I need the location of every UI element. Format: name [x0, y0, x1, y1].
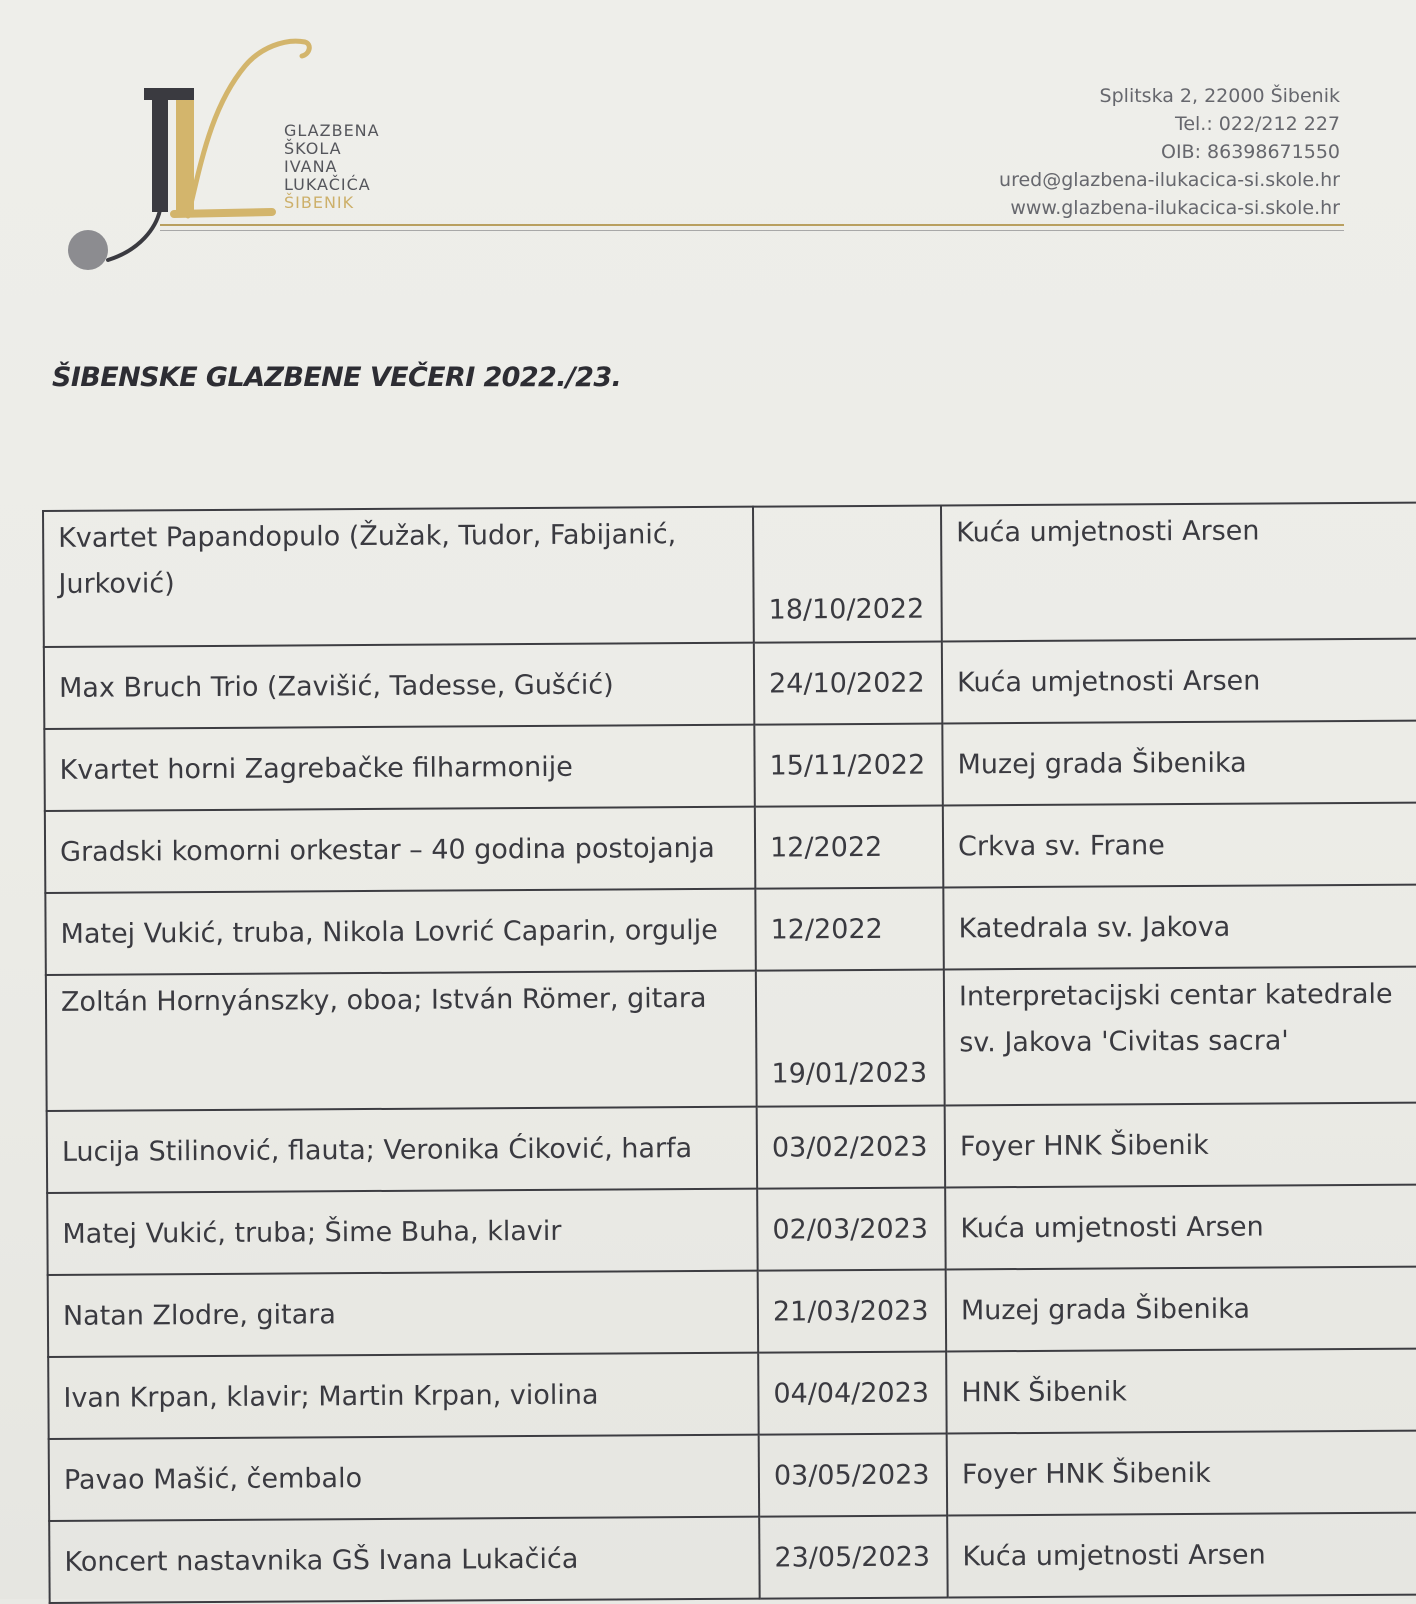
logo-j-bar	[144, 88, 194, 100]
concert-venue: Foyer HNK Šibenik	[947, 1431, 1416, 1516]
contact-oib: OIB: 86398671550	[1160, 141, 1340, 163]
concert-row	[44, 639, 1416, 729]
school-city: ŠIBENIK	[284, 193, 355, 212]
concert-date: 02/03/2023	[757, 1187, 945, 1270]
concert-performer: Lucija Stilinović, flauta; Veronika Ćiković, harfa	[47, 1107, 757, 1193]
concert-venue: Kuća umjetnosti Arsen	[941, 503, 1416, 642]
concert-row	[43, 503, 1416, 647]
contact-phone: Tel.: 022/212 227	[1174, 113, 1340, 135]
concert-schedule-table	[42, 502, 1416, 1604]
concert-row	[49, 1431, 1416, 1521]
concert-performer: Gradski komorni orkestar – 40 godina postojanja	[45, 807, 755, 893]
concert-date: 24/10/2022	[754, 642, 942, 725]
concert-performer: Natan Zlodre, gitara	[48, 1271, 758, 1357]
contact-email: ured@glazbena-ilukacica-si.skole.hr	[999, 169, 1340, 191]
concert-row	[47, 1185, 1416, 1275]
concert-venue: Kuća umjetnosti Arsen	[947, 1513, 1416, 1598]
concert-performer: Zoltán Hornyánszky, oboa; István Römer, gitara	[46, 971, 757, 1111]
concert-date: 04/04/2023	[758, 1351, 946, 1434]
contact-block	[999, 82, 1340, 222]
school-name	[284, 122, 380, 212]
document-title: ŠIBENSKE GLAZBENE VEČERI 2022./23.	[52, 362, 622, 393]
concert-row	[47, 1103, 1416, 1193]
concert-performer: Matej Vukić, truba; Šime Buha, klavir	[47, 1189, 757, 1275]
concert-performer: Kvartet Papandopulo (Žužak, Tudor, Fabijanić, Jurković)	[43, 507, 754, 647]
concert-performer: Pavao Mašić, čembalo	[49, 1435, 759, 1521]
concert-date: 12/2022	[755, 888, 943, 971]
logo-j-stem	[152, 92, 168, 212]
concert-date: 21/03/2023	[758, 1269, 946, 1352]
concert-performer: Max Bruch Trio (Zavišić, Tadesse, Gušćić)	[44, 643, 754, 729]
concert-row	[45, 885, 1416, 975]
concert-venue: Muzej grada Šibenika	[946, 1267, 1416, 1352]
logo-note-head	[68, 230, 108, 270]
concert-performer: Ivan Krpan, klavir; Martin Krpan, violina	[48, 1353, 758, 1439]
concert-row	[48, 1349, 1416, 1439]
concert-row	[49, 1513, 1416, 1603]
concert-row	[48, 1267, 1416, 1357]
concert-date: 03/05/2023	[759, 1433, 947, 1516]
logo-l-stem	[176, 96, 194, 216]
concert-date: 12/2022	[755, 806, 943, 889]
school-name-line-2: ŠKOLA	[284, 139, 342, 158]
concert-date: 03/02/2023	[757, 1105, 945, 1188]
concert-date: 18/10/2022	[753, 506, 942, 643]
concert-performer: Matej Vukić, truba, Nikola Lovrić Caparin, orgulje	[45, 889, 755, 975]
concert-venue: Crkva sv. Frane	[943, 803, 1416, 888]
concert-venue: Kuća umjetnosti Arsen	[945, 1185, 1416, 1270]
concert-venue: Foyer HNK Šibenik	[945, 1103, 1416, 1188]
concert-venue: Muzej grada Šibenika	[942, 721, 1416, 806]
concert-row	[46, 967, 1416, 1111]
concert-date: 19/01/2023	[756, 969, 945, 1106]
concert-row	[45, 803, 1416, 893]
contact-address: Splitska 2, 22000 Šibenik	[1099, 85, 1340, 107]
letterhead-gold-rule	[160, 224, 1344, 226]
letterhead-grey-rule	[160, 230, 1344, 231]
concert-performer: Kvartet horni Zagrebačke filharmonije	[44, 725, 754, 811]
concert-venue: HNK Šibenik	[946, 1349, 1416, 1434]
school-name-line-3: IVANA	[284, 157, 338, 176]
concert-date: 15/11/2022	[754, 724, 942, 807]
concert-performer: Koncert nastavnika GŠ Ivana Lukačića	[49, 1517, 759, 1603]
school-name-line-1: GLAZBENA	[284, 121, 380, 140]
concert-venue: Interpretacijski centar katedrale sv. Jakova 'Civitas sacra'	[944, 967, 1416, 1106]
concert-venue: Katedrala sv. Jakova	[943, 885, 1416, 970]
concert-row	[44, 721, 1416, 811]
logo-j-tail	[108, 210, 160, 260]
concert-date: 23/05/2023	[759, 1515, 947, 1598]
contact-website: www.glazbena-ilukacica-si.skole.hr	[1010, 197, 1340, 219]
concert-venue: Kuća umjetnosti Arsen	[942, 639, 1416, 724]
school-name-line-4: LUKAČIĆA	[284, 175, 371, 194]
